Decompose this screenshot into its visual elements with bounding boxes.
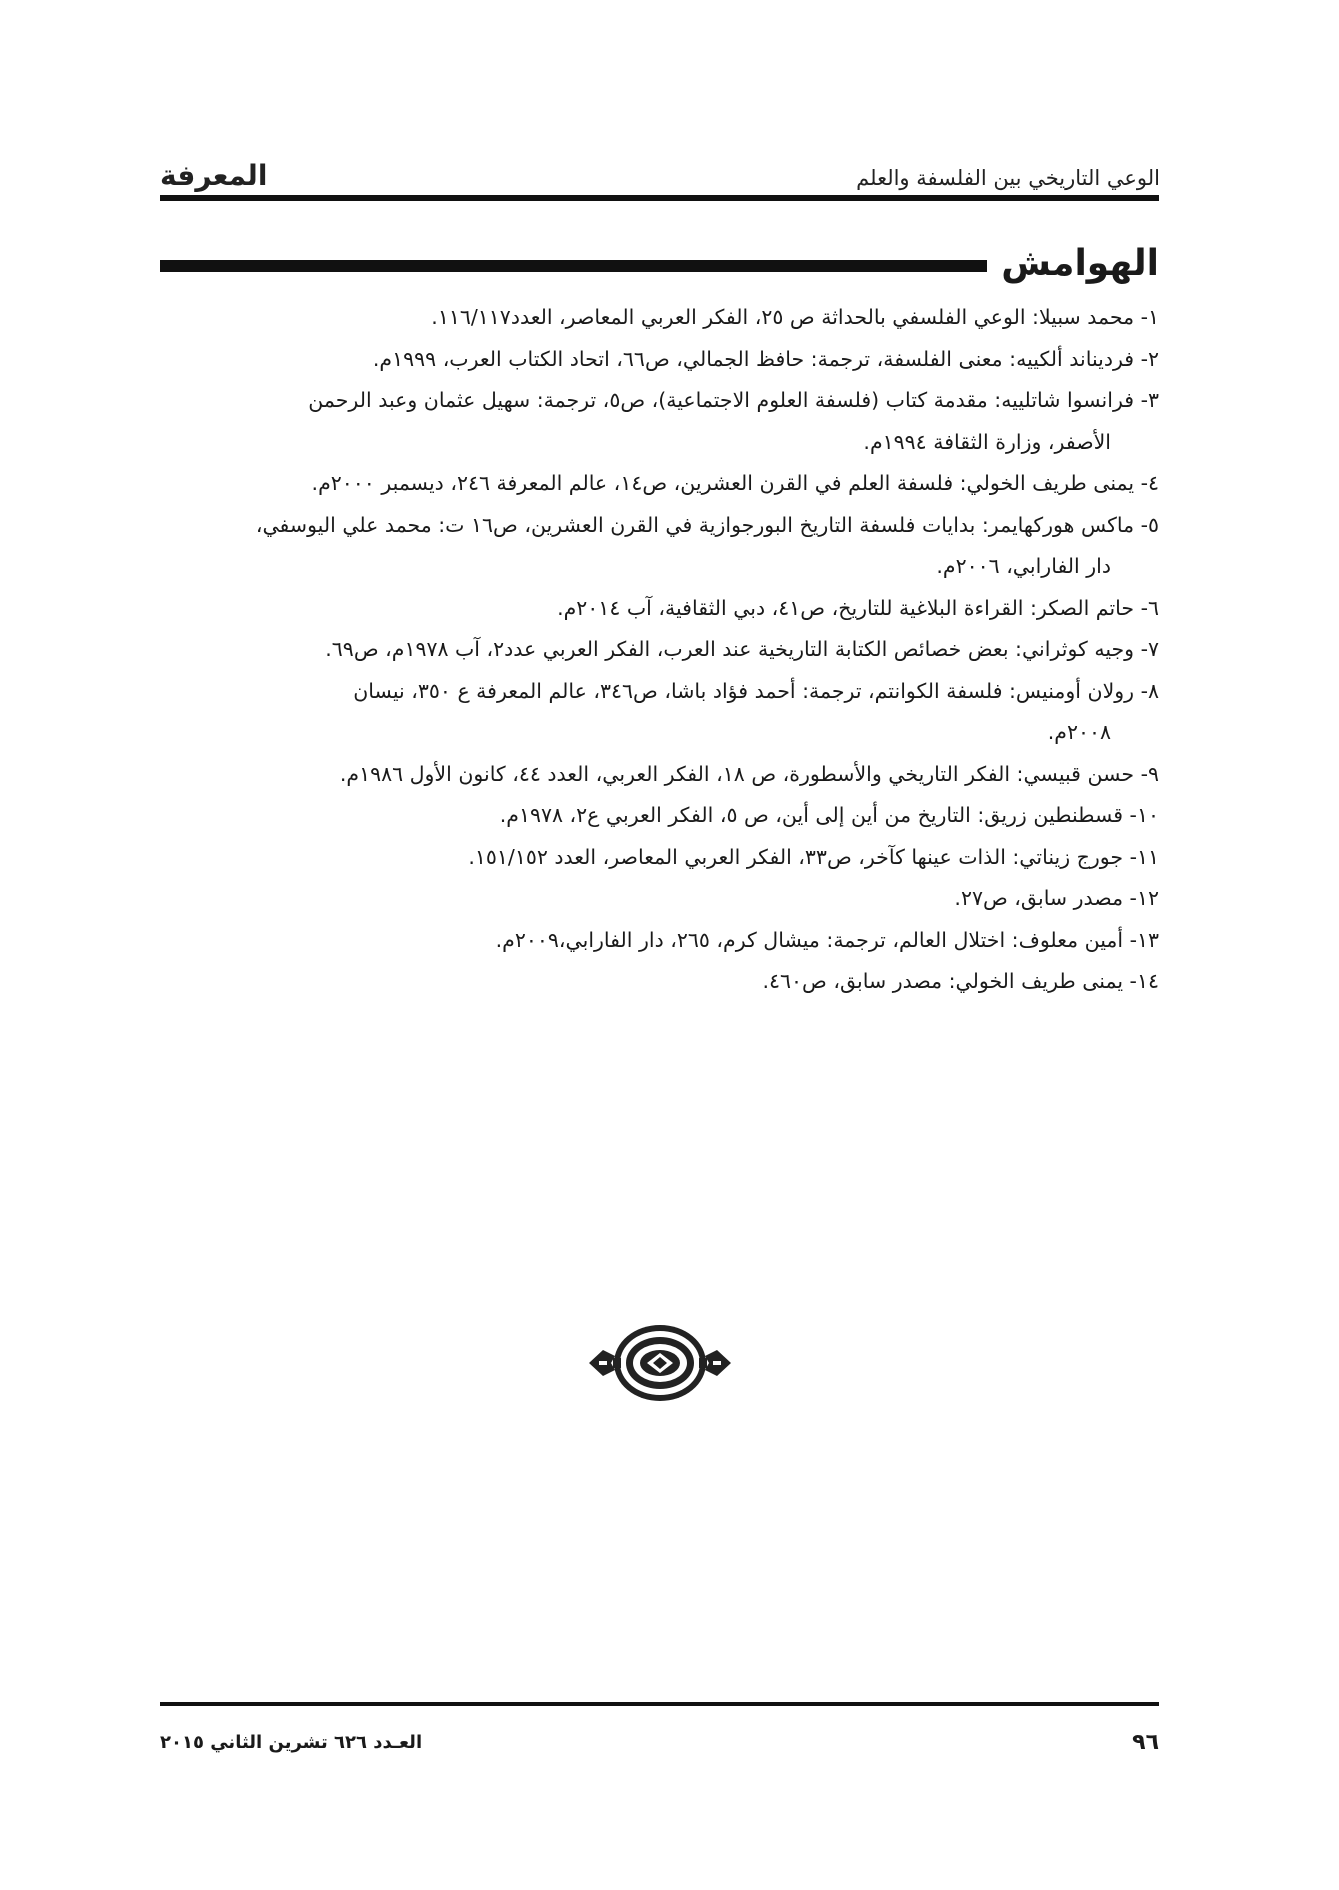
footnote-item (160, 629, 1159, 671)
footnotes-list (160, 297, 1159, 1003)
footnote-text: ٤- يمنى طريف الخولي: فلسفة العلم في القرن العشرين، ص١٤، عالم المعرفة ٢٤٦، ديسمبر ٢٠٠٠م. (311, 471, 1159, 495)
footnote-text: ٥- ماكس هوركهايمر: بدايات فلسفة التاريخ البورجوازية في القرن العشرين، ص١٦ ت: محمد علي اليوسفي، (255, 512, 1159, 537)
page-number: ٩٦ (1132, 1730, 1159, 1755)
ornament-icon (585, 1320, 735, 1406)
heading-bar (160, 260, 987, 272)
footer-rule (160, 1702, 1159, 1706)
footnote-item (160, 878, 1159, 920)
footnote-item (160, 795, 1159, 837)
footnote-item (160, 463, 1159, 505)
footnote-text: ١٣- أمين معلوف: اختلال العالم، ترجمة: ميشال كرم، ٢٦٥، دار الفارابي،٢٠٠٩م. (495, 927, 1159, 952)
footnote-text: ٩- حسن قبيسي: الفكر التاريخي والأسطورة، ص ١٨، الفكر العربي، العدد ٤٤، كانون الأول ١٩٨٦م. (339, 761, 1159, 786)
footnote-text: ١٠- قسطنطين زريق: التاريخ من أين إلى أين، ص ٥، الفكر العربي ع٢، ١٩٧٨م. (499, 803, 1159, 827)
issue-line: العـدد ٦٢٦ تشرين الثاني ٢٠١٥ (160, 1732, 423, 1753)
footnote-item (160, 671, 1159, 754)
footnote-text: ٧- وجيه كوثراني: بعض خصائص الكتابة التاريخية عند العرب، الفكر العربي عدد٢، آب ١٩٧٨م، ص٦٩. (325, 637, 1159, 661)
journal-logo: المعرفة (160, 159, 268, 192)
footnote-text: ١٤- يمنى طريف الخولي: مصدر سابق، ص٤٦٠. (762, 969, 1159, 993)
footnote-item (160, 505, 1159, 588)
footnote-text: ١٢- مصدر سابق، ص٢٧. (954, 886, 1159, 910)
notes-heading: الهوامش (1001, 242, 1159, 284)
notes-heading-row (160, 240, 1159, 286)
footnote-text: ٣- فرانسوا شاتلييه: مقدمة كتاب (فلسفة العلوم الاجتماعية)، ص٥، ترجمة: سهيل عثمان وعبد الرحمن (308, 388, 1159, 412)
footnote-continuation: دار الفارابي، ٢٠٠٦م. (936, 554, 1111, 578)
header-rule (160, 195, 1159, 201)
footnote-continuation: الأصفر، وزارة الثقافة ١٩٩٤م. (863, 429, 1111, 454)
footnote-item (160, 920, 1159, 962)
footnote-item (160, 339, 1159, 381)
footnote-item (160, 837, 1159, 879)
footnote-item (160, 754, 1159, 796)
footnote-text: ٦- حاتم الصكر: القراءة البلاغية للتاريخ، ص٤١، دبي الثقافية، آب ٢٠١٤م. (557, 595, 1159, 620)
footnote-text: ٨- رولان أومنيس: فلسفة الكوانتم، ترجمة: أحمد فؤاد باشا، ص٣٤٦، عالم المعرفة ع ٣٥٠، نيسان (353, 678, 1159, 703)
footnote-item (160, 297, 1159, 339)
article-title: الوعي التاريخي بين الفلسفة والعلم (856, 166, 1160, 190)
footnote-item (160, 380, 1159, 463)
footnote-item (160, 588, 1159, 630)
footnote-continuation: ٢٠٠٨م. (1047, 720, 1111, 744)
footnote-text: ٢- فردیناند ألكييه: معنى الفلسفة، ترجمة: حافظ الجمالي، ص٦٦، اتحاد الكتاب العرب، ١٩٩٩م. (372, 346, 1159, 371)
footnote-text: ١- محمد سبيلا: الوعي الفلسفي بالحداثة ص ٢٥، الفكر العربي المعاصر، العدد١١٦/١١٧. (431, 305, 1159, 329)
footnote-text: ١١- جورج زيناتي: الذات عينها كآخر، ص٣٣، الفكر العربي المعاصر، العدد ١٥١/١٥٢. (468, 844, 1159, 869)
footnote-item (160, 961, 1159, 1003)
running-head (160, 150, 1160, 190)
